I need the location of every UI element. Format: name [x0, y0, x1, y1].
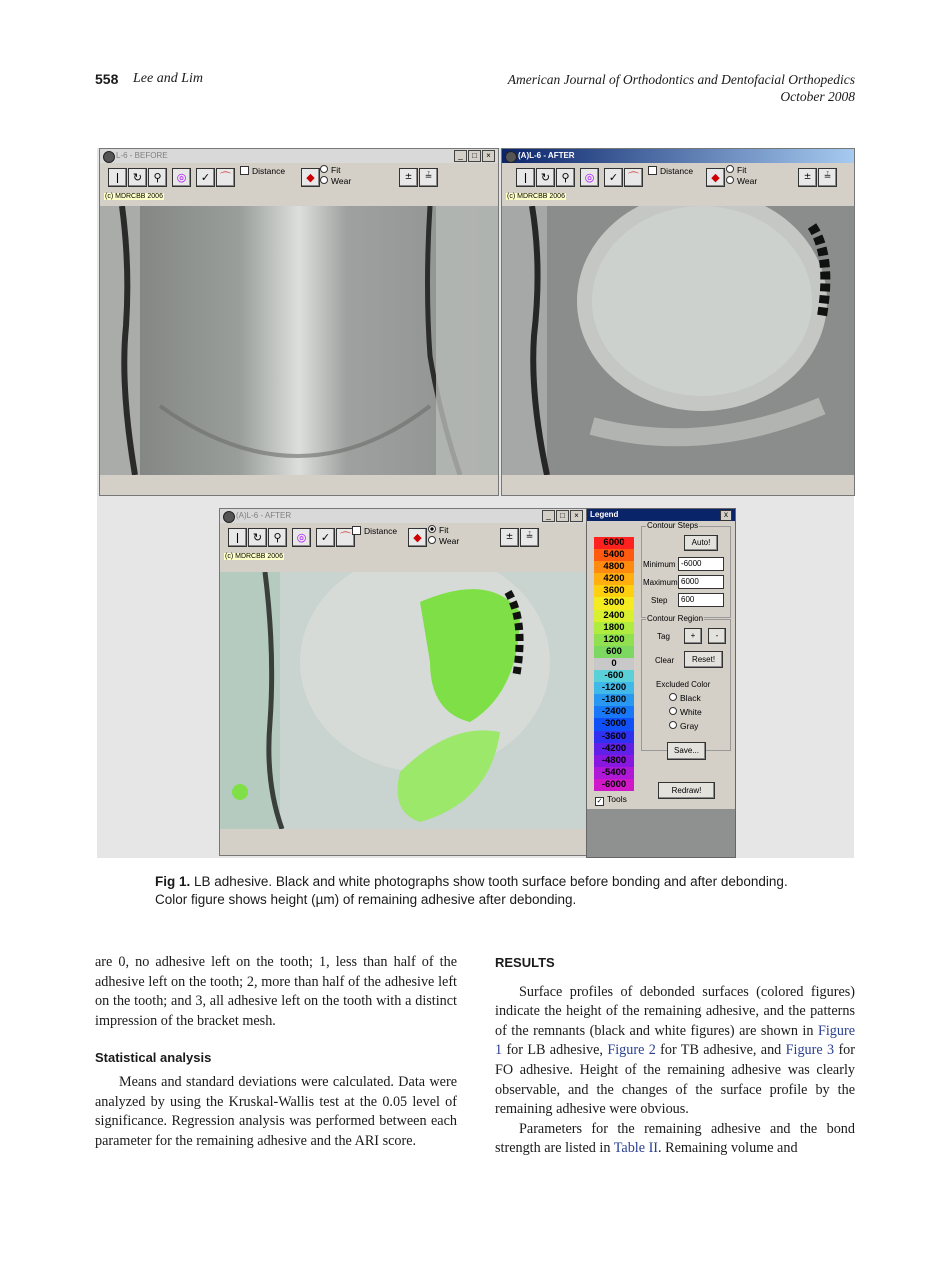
- window-title: L-6 - BEFORE: [116, 151, 168, 160]
- toolbar: [224, 524, 586, 550]
- text: for LB adhesive,: [502, 1042, 608, 1059]
- target-tool-icon[interactable]: ◎: [292, 528, 311, 547]
- clear-label: Clear: [655, 656, 675, 665]
- wear-radio[interactable]: [320, 176, 351, 186]
- toolbar: [104, 164, 498, 190]
- white-label: White: [680, 707, 702, 717]
- save-button[interactable]: Save...: [667, 742, 706, 760]
- scale-step: 1200: [594, 634, 634, 646]
- raise-icon[interactable]: ±: [399, 168, 418, 187]
- distance-checkbox[interactable]: [240, 166, 285, 176]
- scale-step: -1200: [594, 682, 634, 694]
- profile-tool-icon[interactable]: ⌒: [336, 528, 355, 547]
- section-heading: Statistical analysis: [95, 1050, 212, 1066]
- issue-date: October 2008: [780, 89, 855, 104]
- fit-label: Fit: [331, 165, 341, 175]
- scale-step: -600: [594, 670, 634, 682]
- journal-header: [508, 71, 855, 105]
- scale-step: -6000: [594, 779, 634, 791]
- black-radio[interactable]: [669, 693, 701, 703]
- measure-tool-icon[interactable]: ✓: [316, 528, 335, 547]
- pointer-tool-icon[interactable]: ǀ: [228, 528, 247, 547]
- surface-height-map[interactable]: [220, 572, 586, 829]
- fit-radio[interactable]: [726, 165, 746, 175]
- gray-radio[interactable]: [669, 721, 698, 731]
- tools-label: Tools: [607, 794, 627, 804]
- distance-label: Distance: [660, 166, 694, 176]
- scale-step: 4200: [594, 573, 634, 585]
- scale-step: -5400: [594, 767, 634, 779]
- distance-label: Distance: [252, 166, 286, 176]
- lower-icon[interactable]: ≟: [520, 528, 539, 547]
- caption-text: LB adhesive. Black and white photographs show tooth surface before bonding and after debonding. Color figure shows height (µm) of remaining adhesive after debonding.: [155, 874, 788, 907]
- app-icon: [223, 511, 235, 523]
- rotate-tool-icon[interactable]: ↻: [536, 168, 555, 187]
- paragraph-ari: are 0, no adhesive left on the tooth; 1, less than half of the adhesive left on the tooth; 2, more than half of the adhesive left on the tooth; and 3, all adhesive left on the tooth with a distinct impression of the bracket mesh.: [95, 954, 457, 1029]
- scale-step: -1800: [594, 694, 634, 706]
- auto-button[interactable]: Auto!: [684, 535, 718, 551]
- distance-checkbox[interactable]: [648, 166, 693, 176]
- scale-step: -4800: [594, 755, 634, 767]
- legend-titlebar[interactable]: [587, 509, 735, 521]
- measure-tool-icon[interactable]: ✓: [196, 168, 215, 187]
- profile-tool-icon[interactable]: ⌒: [624, 168, 643, 187]
- scale-step: 2400: [594, 610, 634, 622]
- left-column: [95, 953, 457, 1151]
- scale-step: -2400: [594, 706, 634, 718]
- text: Parameters for the remaining adhesive and the bond strength are listed in: [495, 1120, 855, 1157]
- window-title: (A)L-6 - AFTER: [518, 151, 575, 160]
- app-icon: [103, 151, 115, 163]
- contour-steps-label: Contour Steps: [647, 521, 699, 530]
- raise-icon[interactable]: ±: [500, 528, 519, 547]
- figure-3-link[interactable]: Figure 3: [785, 1042, 835, 1059]
- white-radio[interactable]: [669, 707, 702, 717]
- app-icon: [505, 151, 517, 163]
- scale-step: 600: [594, 646, 634, 658]
- maximum-input[interactable]: 6000: [678, 575, 724, 589]
- target-tool-icon[interactable]: ◎: [172, 168, 191, 187]
- scale-step: -3000: [594, 718, 634, 730]
- minimize-button[interactable]: _: [454, 150, 467, 162]
- scale-step: 3000: [594, 597, 634, 609]
- minimum-input[interactable]: -6000: [678, 557, 724, 571]
- journal-title: American Journal of Orthodontics and Dentofacial Orthopedics: [507, 72, 855, 87]
- pointer-tool-icon[interactable]: ǀ: [516, 168, 535, 187]
- scale-step: 1800: [594, 622, 634, 634]
- caption-label: Fig 1.: [155, 874, 191, 889]
- step-label: Step: [651, 596, 668, 605]
- step-input[interactable]: 600: [678, 593, 724, 607]
- excluded-color-label: Excluded Color: [656, 680, 711, 689]
- right-column: [495, 953, 855, 1159]
- distance-label: Distance: [364, 526, 398, 536]
- distance-checkbox[interactable]: [352, 526, 397, 536]
- window-before: [99, 148, 499, 496]
- copyright-label: (c) MDRCBB 2006: [507, 193, 565, 200]
- legend-empty-area: [587, 809, 735, 857]
- target-tool-icon[interactable]: ◎: [580, 168, 599, 187]
- results-heading: RESULTS: [495, 955, 555, 970]
- reset-button[interactable]: Reset!: [684, 651, 723, 668]
- measure-tool-icon[interactable]: ✓: [604, 168, 623, 187]
- wear-label: Wear: [331, 176, 352, 186]
- lower-icon[interactable]: ≟: [818, 168, 837, 187]
- text: Surface profiles of debonded surfaces (colored figures) indicate the height of the remaining adhesive, and the patterns of the remnants (black and white figures) are shown in: [495, 983, 855, 1039]
- wear-label: Wear: [737, 176, 758, 186]
- zoom-tool-icon[interactable]: ⚲: [268, 528, 287, 547]
- fit-label: Fit: [737, 165, 747, 175]
- close-button[interactable]: ×: [482, 150, 495, 162]
- text: for FO adhesive. Height of the remaining adhesive was clearly observable, and the changes of the surface profile by the remaining adhesive were obvious.: [495, 1042, 855, 1118]
- maximize-button[interactable]: □: [556, 510, 569, 522]
- window-titlebar[interactable]: [502, 149, 854, 163]
- lower-icon[interactable]: ≟: [419, 168, 438, 187]
- color-map-icon[interactable]: ◆: [408, 528, 427, 547]
- color-scale: [594, 537, 634, 791]
- scale-step: 0: [594, 658, 634, 670]
- scale-step: 6000: [594, 537, 634, 549]
- wear-radio[interactable]: [726, 176, 757, 186]
- text: . Remaining volume and: [658, 1140, 798, 1157]
- tag-minus-button[interactable]: -: [708, 628, 726, 644]
- minimum-label: Minimum: [643, 560, 676, 569]
- page-number: 558: [95, 71, 119, 87]
- rotate-tool-icon[interactable]: ↻: [128, 168, 147, 187]
- scale-step: -4200: [594, 743, 634, 755]
- zoom-tool-icon[interactable]: ⚲: [148, 168, 167, 187]
- fit-label: Fit: [439, 525, 449, 535]
- color-map-icon[interactable]: ◆: [706, 168, 725, 187]
- scale-step: 4800: [594, 561, 634, 573]
- paragraph-stats: Means and standard deviations were calculated. Data were analyzed by using the Kruskal-Wallis test at the 0.05 level of significance. Regression analysis was performed between each parameter for the remaining adhesive and the ARI score.: [95, 1073, 457, 1149]
- scale-step: 3600: [594, 585, 634, 597]
- legend-close-button[interactable]: x: [720, 510, 732, 521]
- color-map-icon[interactable]: ◆: [301, 168, 320, 187]
- minimize-button[interactable]: _: [542, 510, 555, 522]
- window-titlebar[interactable]: [220, 509, 586, 523]
- window-title: (A)L-6 - AFTER: [236, 511, 292, 520]
- wear-radio[interactable]: [428, 536, 459, 546]
- paragraph-parameters: [495, 1120, 855, 1159]
- text: for TB adhesive, and: [655, 1042, 786, 1059]
- figure-1-link[interactable]: Figure 1: [495, 1022, 855, 1059]
- black-label: Black: [680, 693, 701, 703]
- tag-plus-button[interactable]: +: [684, 628, 702, 644]
- gray-label: Gray: [680, 721, 699, 731]
- fit-radio[interactable]: [320, 165, 340, 175]
- figure-2-link[interactable]: Figure 2: [607, 1042, 656, 1059]
- surface-scan-before[interactable]: [100, 206, 498, 475]
- fit-radio[interactable]: [428, 525, 448, 535]
- copyright-label: (c) MDRCBB 2006: [105, 193, 163, 200]
- figure-caption: [155, 873, 815, 909]
- scale-step: 5400: [594, 549, 634, 561]
- toolbar: [506, 164, 854, 190]
- raise-icon[interactable]: ±: [798, 168, 817, 187]
- legend-title: Legend: [590, 510, 619, 519]
- tag-label: Tag: [657, 632, 670, 641]
- table-2-link[interactable]: Table II: [613, 1140, 659, 1157]
- wear-label: Wear: [439, 536, 460, 546]
- tools-checkbox[interactable]: ✓ Tools: [596, 794, 627, 805]
- legend-panel: [586, 508, 736, 858]
- scale-step: -3600: [594, 731, 634, 743]
- window-titlebar[interactable]: [100, 149, 498, 163]
- zoom-tool-icon[interactable]: ⚲: [556, 168, 575, 187]
- copyright-label: (c) MDRCBB 2006: [225, 553, 283, 560]
- maximize-button[interactable]: □: [468, 150, 481, 162]
- surface-scan-after[interactable]: [502, 206, 854, 475]
- contour-region-label: Contour Region: [647, 614, 704, 623]
- close-button[interactable]: ×: [570, 510, 583, 522]
- running-authors: Lee and Lim: [133, 71, 203, 86]
- profile-tool-icon[interactable]: ⌒: [216, 168, 235, 187]
- paragraph-results: [495, 983, 855, 1120]
- maximum-label: Maximum: [643, 578, 678, 587]
- rotate-tool-icon[interactable]: ↻: [248, 528, 267, 547]
- window-after: [501, 148, 855, 496]
- window-after-color: [219, 508, 587, 856]
- redraw-button[interactable]: Redraw!: [658, 782, 715, 799]
- pointer-tool-icon[interactable]: ǀ: [108, 168, 127, 187]
